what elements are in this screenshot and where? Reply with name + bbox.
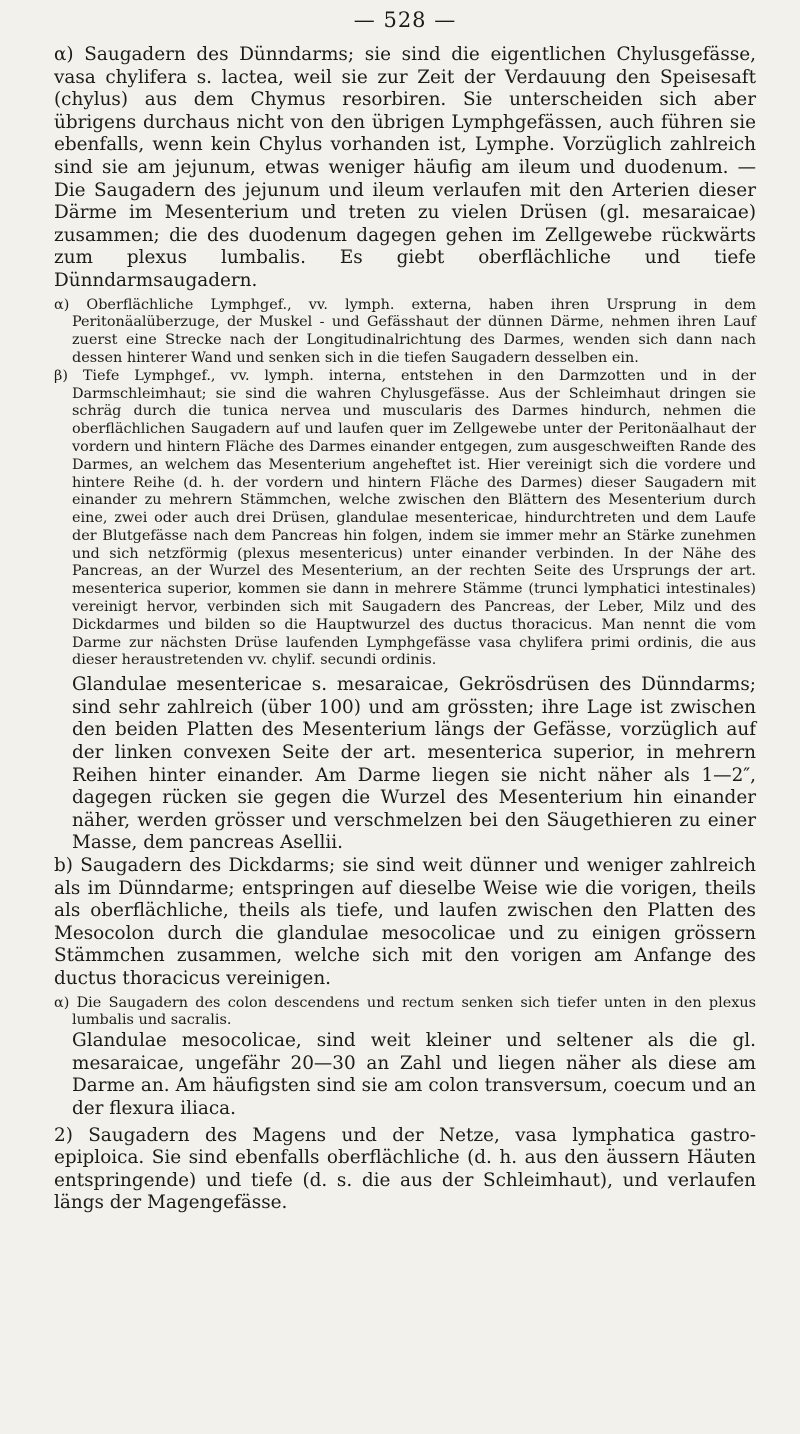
paragraph-dickdarm: b) Saugadern des Dickdarms; sie sind weit dünner und weniger zahlreich als im Dünndarme; entspringen auf dieselbe Weise wie die vorigen, theils als oberflächliche, theils als tiefe, und laufen zwischen den Platten des Mesocolon durch die glandulae mesocolicae und zu einigen grössern Stämmchen zusammen, welche sich mit den vorigen am Anfange des ductus thoracicus vereinigen.	[54, 855, 756, 989]
paragraph-tiefe: β) Tiefe Lymphgef., vv. lymph. interna, entstehen in den Darmzotten und in der Darmschleimhaut; sie sind die wahren Chylusgefässe. Aus der Schleimhaut dringen sie schräg durch die tunica nervea und muscularis des Darmes hindurch, nehmen die oberflächlichen Saugadern auf und laufen quer im Zellgewebe unter der Peritonäalhaut der vordern und hintern Fläche des Darmes einander entgegen, zum ausgeschweiften Rande des Darmes, an welchem das Mesenterium angeheftet ist. Hier vereinigt sich die vordere und hintere Reihe (d. h. der vordern und hintern Fläche des Darmes) dieser Saugadern mit einander zu mehrern Stämmchen, welche zwischen den Blättern des Mesenterium durch eine, zwei oder auch drei Drüsen, glandulae mesentericae, hindurchtreten und dem Laufe der Blutgefässe nach dem Pancreas hin folgen, indem sie immer mehr an Stärke zunehmen und sich netzförmig (plexus mesentericus) unter einander verbinden. In der Nähe des Pancreas, an der Wurzel des Mesenterium, an der rechten Seite des Ursprungs der art. mesenterica superior, kommen sie dann in mehrere Stämme (trunci lymphatici intestinales) vereinigt hervor, verbinden sich mit Saugadern des Pancreas, der Leber, Milz und des Dickdarmes und bilden so die Hauptwurzel des ductus thoracicus. Man nennt die vom Darme zur nächsten Drüse laufenden Lymphgefässe vasa chylifera primi ordinis, die aus dieser heraustretenden vv. chylif. secundi ordinis.	[54, 367, 756, 669]
paragraph-oberflaechliche: α) Oberflächliche Lymphgef., vv. lymph. externa, haben ihren Ursprung in dem Peritonäalüberzuge, der Muskel - und Gefässhaut der dünnen Därme, nehmen ihren Lauf zuerst eine Strecke nach der Longitudinalrichtung des Darmes, wenden sich dann nach dessen hinterer Wand und senken sich in die tiefen Saugadern desselben ein.	[54, 296, 756, 366]
paragraph-colon-descendens: α) Die Saugadern des colon descendens und rectum senken sich tiefer unten in den plexus lumbalis und sacralis.	[54, 994, 756, 1029]
paragraph-magen: 2) Saugadern des Magens und der Netze, vasa lymphatica gastro-epiploica. Sie sind ebenfalls oberflächliche (d. h. aus den äussern Häuten entspringende) und tiefe (d. s. die aus der Schleimhaut), und verlaufen längs der Magengefässe.	[54, 1124, 756, 1214]
paragraph-glandulae-mesentericae: Glandulae mesentericae s. mesaraicae, Gekrösdrüsen des Dünndarms; sind sehr zahlreich (über 100) und am grössten; ihre Lage ist zwischen den beiden Platten des Mesenterium längs der Gefässe, vorzüglich auf der linken convexen Seite der art. mesenterica superior, in mehrern Reihen hinter einander. Am Darme liegen sie nicht näher als 1—2″, dagegen rücken sie gegen die Wurzel des Mesenterium hin einander näher, werden grösser und verschmelzen bei den Säugethieren zu einer Masse, dem pancreas Asellii.	[72, 674, 756, 854]
paragraph-duenndarm: α) Saugadern des Dünndarms; sie sind die eigentlichen Chylusgefässe, vasa chylifera s. lactea, weil sie zur Zeit der Verdauung den Speisesaft (chylus) aus dem Chymus resorbiren. Sie unterscheiden sich aber übrigens durchaus nicht von den übrigen Lymphgefässen, auch führen sie ebenfalls, wenn kein Chylus vorhanden ist, Lymphe. Vorzüglich zahlreich sind sie am jejunum, etwas weniger häufig am ileum und duodenum. — Die Saugadern des jejunum und ileum verlaufen mit den Arterien dieser Därme im Mesenterium und treten zu vielen Drüsen (gl. mesaraicae) zusammen; die des duodenum dagegen gehen im Zellgewebe rückwärts zum plexus lumbalis. Es giebt oberflächliche und tiefe Dünndarmsaugadern.	[54, 44, 756, 291]
page-number: — 528 —	[353, 8, 457, 32]
paragraph-glandulae-mesocolicae: Glandulae mesocolicae, sind weit kleiner und seltener als die gl. mesaraicae, ungefähr 20—30 an Zahl und liegen näher als diese am Darme an. Am häufigsten sind sie am colon transversum, coecum und an der flexura iliaca.	[72, 1030, 756, 1119]
